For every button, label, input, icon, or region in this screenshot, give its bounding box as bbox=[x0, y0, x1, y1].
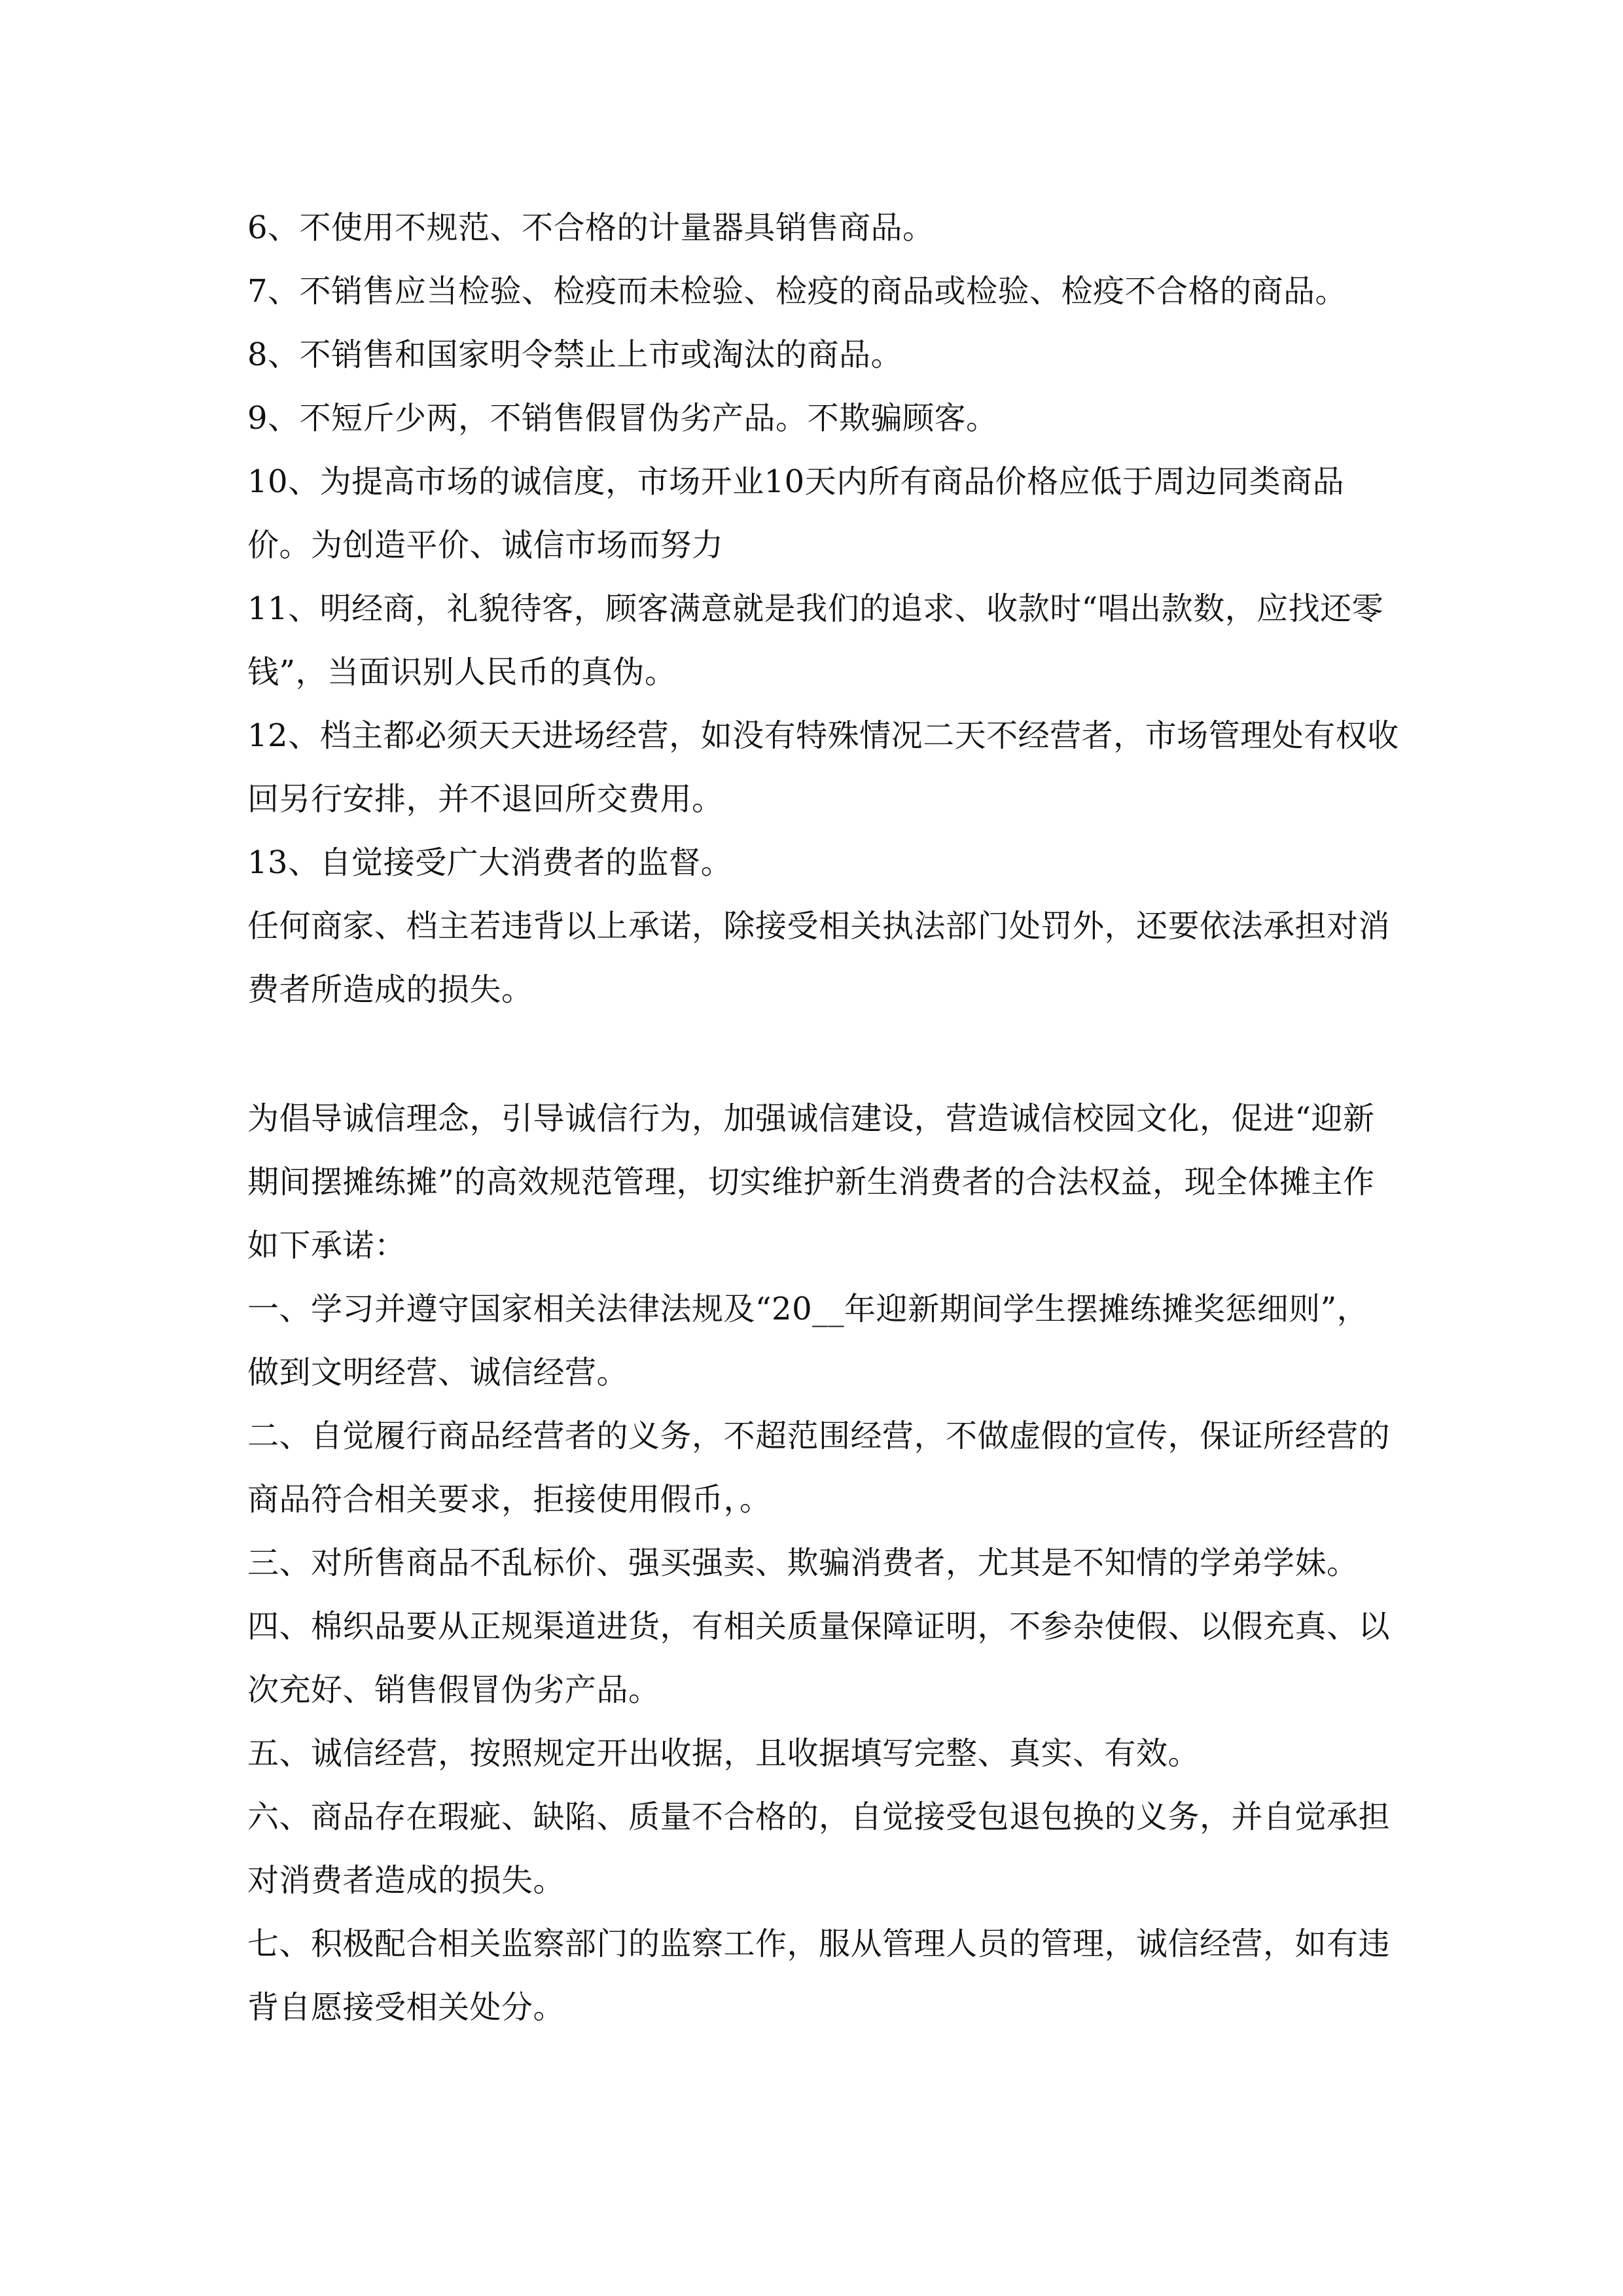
paragraph-item-6: 6、不使用不规范、不合格的计量器具销售商品。 bbox=[247, 209, 935, 246]
paragraph-pledge-4: 四、棉织品要从正规渠道进货，有相关质量保障证明，不参杂使假、以假充真、以次充好、销售假冒伪劣产品。 bbox=[247, 1608, 1391, 1708]
paragraph-pledge-5: 五、诚信经营，按照规定开出收据，且收据填写完整、真实、有效。 bbox=[247, 1735, 1200, 1772]
section-spacer bbox=[247, 1022, 1399, 1087]
paragraph-pledge-1: 一、学习并遵守国家相关法律法规及“20__年迎新期间学生摆摊练摊奖惩细则”，做到文明经营、诚信经营。 bbox=[247, 1291, 1369, 1391]
paragraph-intro-pledge: 为倡导诚信理念，引导诚信行为，加强诚信建设，营造诚信校园文化，促进“迎新期间摆摊练摊”的高效规范管理，切实维护新生消费者的合法权益，现全体摊主作如下承诺： bbox=[247, 1100, 1375, 1264]
paragraph-pledge-2: 二、自觉履行商品经营者的义务，不超范围经营，不做虚假的宣传，保证所经营的商品符合相关要求，拒接使用假币，。 bbox=[247, 1418, 1391, 1518]
paragraph-item-9: 9、不短斤少两，不销售假冒伪劣产品。不欺骗顾客。 bbox=[247, 400, 998, 437]
paragraph-item-10: 10、为提高市场的诚信度，市场开业10天内所有商品价格应低于周边同类商品价。为创造平价、诚信市场而努力 bbox=[247, 463, 1345, 564]
paragraph-closing-statement: 任何商家、档主若违背以上承诺，除接受相关执法部门处罚外，还要依法承担对消费者所造成的损失。 bbox=[247, 908, 1391, 1008]
paragraph-item-11: 11、明经商，礼貌待客，顾客满意就是我们的追求、收款时“唱出款数，应找还零钱”，当面识别人民币的真伪。 bbox=[247, 590, 1384, 691]
paragraph-pledge-3: 三、对所售商品不乱标价、强买强卖、欺骗消费者，尤其是不知情的学弟学妹。 bbox=[247, 1545, 1359, 1581]
paragraph-pledge-7: 七、积极配合相关监察部门的监察工作，服从管理人员的管理，诚信经营，如有违背自愿接受相关处分。 bbox=[247, 1926, 1391, 2026]
paragraph-item-7: 7、不销售应当检验、检疫而未检验、检疫的商品或检验、检疫不合格的商品。 bbox=[247, 273, 1347, 310]
paragraph-item-8: 8、不销售和国家明令禁止上市或淘汰的商品。 bbox=[247, 336, 903, 373]
paragraph-item-12: 12、档主都必须天天进场经营，如没有特殊情况二天不经营者，市场管理处有权收回另行安排，并不退回所交费用。 bbox=[247, 717, 1399, 817]
document-body bbox=[247, 196, 1399, 2039]
paragraph-pledge-6: 六、商品存在瑕疵、缺陷、质量不合格的，自觉接受包退包换的义务，并自觉承担对消费者造成的损失。 bbox=[247, 1799, 1391, 1899]
paragraph-item-13: 13、自觉接受广大消费者的监督。 bbox=[247, 844, 733, 881]
